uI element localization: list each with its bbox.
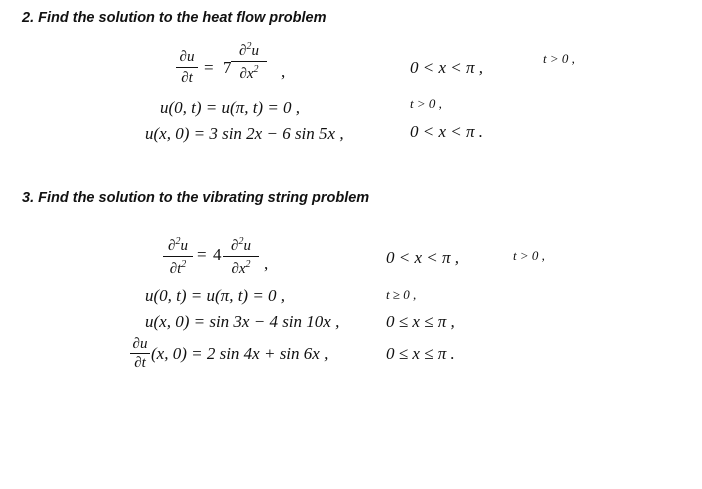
p2-pde-comma: , [281, 62, 286, 81]
p2-initial-condition: u(x, 0) = 3 sin 2x − 6 sin 5x , [145, 124, 344, 143]
p2-lhs-fraction [176, 50, 198, 86]
problem-2-heading: 2. Find the solution to the heat flow problem [22, 10, 327, 26]
p3-equals: = [197, 245, 207, 264]
p3-rhs-fraction: ∂$^2$u $\partial x^2$ [223, 237, 259, 277]
p3-cond-x: 0 < x < π , [386, 248, 460, 267]
p2-rhs-fraction: ∂$^2$u $\partial x^2$ [231, 42, 267, 82]
p3-pde-comma: , [264, 254, 269, 273]
p3-initial-displacement: u(x, 0) = sin 3x − 4 sin 10x , [145, 312, 340, 331]
p3-ic2-fraction [130, 337, 150, 371]
p2-boundary-condition: u(0, t) = u(π, t) = 0 , [160, 98, 301, 117]
problem-3-heading: 3. Find the solution to the vibrating string problem [22, 190, 370, 206]
p3-ic2-denominator: ∂t [134, 355, 146, 371]
p3-ic2-numerator: ∂u [132, 336, 148, 352]
p2-cond-ic: 0 < x < π . [410, 122, 484, 141]
p3-cond-ic1: 0 ≤ x ≤ π , [386, 312, 455, 331]
p2-cond-t: t > 0 , [543, 51, 575, 66]
p3-cond-ic2: 0 ≤ x ≤ π . [386, 344, 455, 363]
p3-cond-bc: t ≥ 0 , [386, 287, 417, 302]
p2-lhs-numerator: ∂u [179, 49, 195, 65]
p3-boundary-condition: u(0, t) = u(π, t) = 0 , [145, 286, 286, 305]
p3-lhs-fraction: ∂$^2$u $\partial t^2$ [163, 237, 193, 277]
p2-lhs-denominator: ∂t [181, 70, 193, 86]
p3-initial-velocity: (x, 0) = 2 sin 4x + sin 6x , [151, 344, 329, 363]
p2-coefficient: 7 [223, 58, 232, 77]
p3-cond-t: t > 0 , [513, 248, 545, 263]
p3-coefficient: 4 [213, 245, 222, 264]
p2-cond-bc: t > 0 , [410, 96, 442, 111]
p2-equals: = [204, 58, 214, 77]
p2-cond-x: 0 < x < π , [410, 58, 484, 77]
